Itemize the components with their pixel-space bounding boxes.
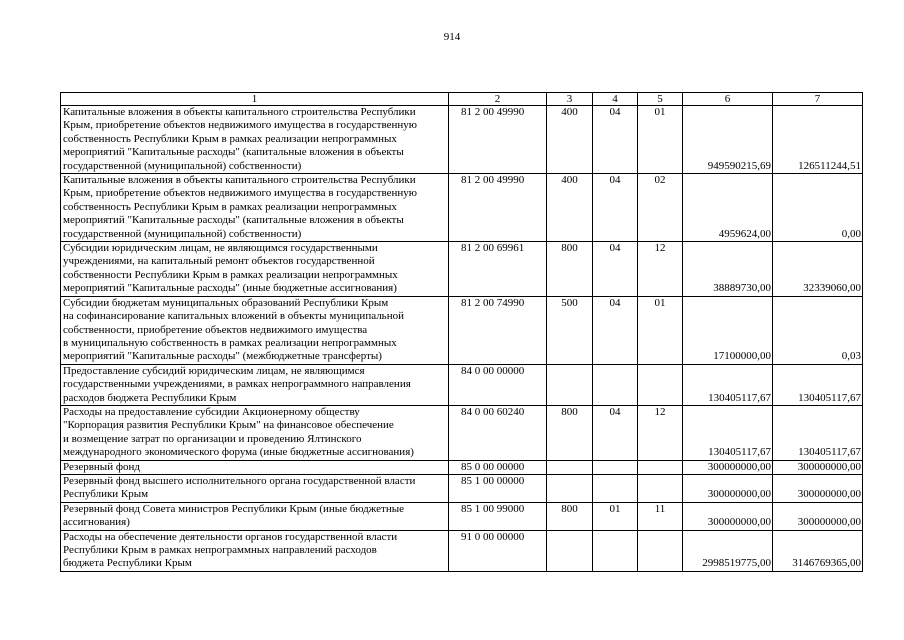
table-row (61, 474, 863, 502)
row-section (593, 460, 638, 474)
row-section: 04 (593, 296, 638, 364)
row-code: 84 0 00 00000 (449, 364, 547, 405)
row-section: 04 (593, 174, 638, 242)
row-code: 81 2 00 74990 (449, 296, 547, 364)
row-subsection: 12 (638, 242, 683, 297)
header-cell-4: 4 (593, 93, 638, 106)
row-amount-2: 300000000,00 (773, 474, 863, 502)
row-subsection (638, 364, 683, 405)
row-amount-1: 300000000,00 (683, 460, 773, 474)
row-amount-1: 38889730,00 (683, 242, 773, 297)
row-amount-1: 949590215,69 (683, 106, 773, 174)
row-expense-type: 400 (547, 174, 593, 242)
row-amount-1: 4959624,00 (683, 174, 773, 242)
row-description: Резервный фонд (61, 460, 449, 474)
header-cell-6: 6 (683, 93, 773, 106)
row-amount-2: 130405117,67 (773, 405, 863, 460)
row-subsection: 02 (638, 174, 683, 242)
row-code: 81 2 00 49990 (449, 106, 547, 174)
row-subsection: 11 (638, 502, 683, 530)
row-code: 84 0 00 60240 (449, 405, 547, 460)
row-section (593, 364, 638, 405)
row-amount-1: 17100000,00 (683, 296, 773, 364)
row-description: Резервный фонд Совета министров Республики Крым (иные бюджетные ассигнования) (61, 502, 449, 530)
row-description: Субсидии юридическим лицам, не являющимся государственными учреждениями, на капитальный ремонт объектов государственной собственности Республики Крым в рамках реализации непрограммных мероприятий "Капитальные расходы" (иные бюджетные ассигнования) (61, 242, 449, 297)
table-row (61, 460, 863, 474)
table-header-row (61, 93, 863, 106)
table-row (61, 502, 863, 530)
table-row (61, 364, 863, 405)
row-expense-type (547, 364, 593, 405)
row-amount-2: 300000000,00 (773, 502, 863, 530)
row-section: 04 (593, 106, 638, 174)
row-expense-type (547, 474, 593, 502)
row-expense-type: 400 (547, 106, 593, 174)
table-row (61, 174, 863, 242)
row-code: 81 2 00 49990 (449, 174, 547, 242)
row-amount-2: 3146769365,00 (773, 530, 863, 571)
row-code: 81 2 00 69961 (449, 242, 547, 297)
table-body (61, 93, 863, 572)
page-number: 914 (443, 31, 461, 43)
row-subsection: 01 (638, 296, 683, 364)
row-expense-type: 800 (547, 502, 593, 530)
row-description: Резервный фонд высшего исполнительного органа государственной власти Республики Крым (61, 474, 449, 502)
table-row (61, 296, 863, 364)
row-subsection: 12 (638, 405, 683, 460)
row-amount-2: 300000000,00 (773, 460, 863, 474)
row-description: Капитальные вложения в объекты капитального строительства Республики Крым, приобретение объектов недвижимого имущества в государственную собственность Республики Крым в рамках реализации непрограммных мероприятий "Капитальные расходы" (капитальные вложения в объекты государственной (муниципальной) собственности) (61, 106, 449, 174)
row-expense-type (547, 460, 593, 474)
row-subsection (638, 460, 683, 474)
row-amount-2: 32339060,00 (773, 242, 863, 297)
row-section (593, 530, 638, 571)
row-amount-2: 0,00 (773, 174, 863, 242)
row-subsection (638, 530, 683, 571)
row-description: Расходы на обеспечение деятельности органов государственной власти Республики Крым в рамках непрограммных направлений расходов бюджета Республики Крым (61, 530, 449, 571)
row-code: 85 1 00 99000 (449, 502, 547, 530)
row-amount-1: 130405117,67 (683, 405, 773, 460)
row-section (593, 474, 638, 502)
header-cell-1: 1 (61, 93, 449, 106)
row-expense-type: 800 (547, 242, 593, 297)
row-subsection: 01 (638, 106, 683, 174)
header-cell-2: 2 (449, 93, 547, 106)
row-section: 04 (593, 405, 638, 460)
row-code: 91 0 00 00000 (449, 530, 547, 571)
row-description: Предоставление субсидий юридическим лицам, не являющимся государственными учреждениями, в рамках непрограммного направления расходов бюджета Республики Крым (61, 364, 449, 405)
row-amount-1: 300000000,00 (683, 502, 773, 530)
row-expense-type: 800 (547, 405, 593, 460)
row-subsection (638, 474, 683, 502)
row-expense-type (547, 530, 593, 571)
row-description: Расходы на предоставление субсидии Акционерному обществу "Корпорация развития Республики Крым" на финансовое обеспечение и возмещение затрат по организации и проведению Ялтинского международного экономического форума (иные бюджетные ассигнования) (61, 405, 449, 460)
table-row (61, 106, 863, 174)
table-row (61, 242, 863, 297)
row-amount-2: 126511244,51 (773, 106, 863, 174)
row-description: Капитальные вложения в объекты капитального строительства Республики Крым, приобретение объектов недвижимого имущества в государственную собственность Республики Крым в рамках реализации непрограммных мероприятий "Капитальные расходы" (капитальные вложения в объекты государственной (муниципальной) собственности) (61, 174, 449, 242)
row-section: 04 (593, 242, 638, 297)
row-amount-1: 130405117,67 (683, 364, 773, 405)
table-row (61, 530, 863, 571)
row-code: 85 0 00 00000 (449, 460, 547, 474)
row-expense-type: 500 (547, 296, 593, 364)
header-cell-5: 5 (638, 93, 683, 106)
row-code: 85 1 00 00000 (449, 474, 547, 502)
row-amount-1: 300000000,00 (683, 474, 773, 502)
header-cell-7: 7 (773, 93, 863, 106)
row-amount-2: 0,03 (773, 296, 863, 364)
header-cell-3: 3 (547, 93, 593, 106)
row-amount-1: 2998519775,00 (683, 530, 773, 571)
budget-table (60, 92, 863, 572)
row-amount-2: 130405117,67 (773, 364, 863, 405)
row-section: 01 (593, 502, 638, 530)
table-row (61, 405, 863, 460)
row-description: Субсидии бюджетам муниципальных образований Республики Крым на софинансирование капитальных вложений в объекты муниципальной собственности, приобретение объектов недвижимого имущества в муниципальную собственность в рамках реализации непрограммных мероприятий "Капитальные расходы" (межбюджетные трансферты) (61, 296, 449, 364)
